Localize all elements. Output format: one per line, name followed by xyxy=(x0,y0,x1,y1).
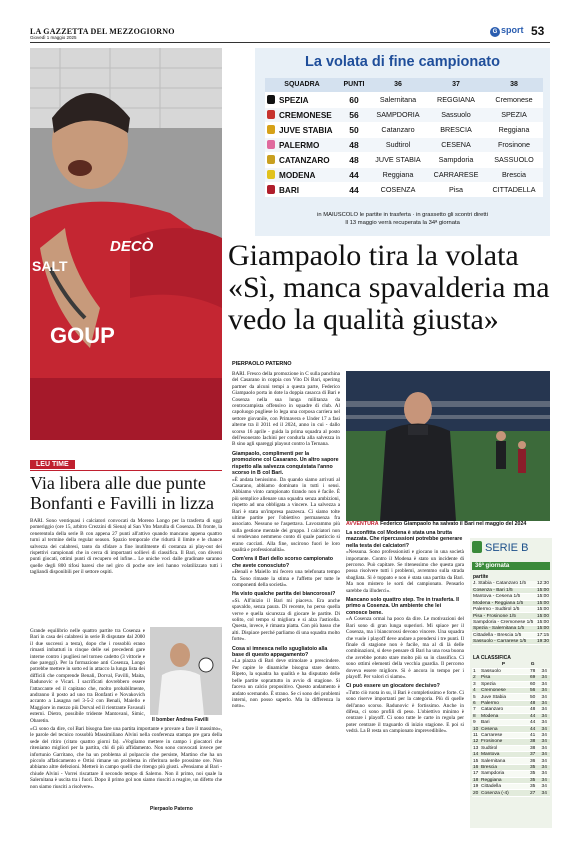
match-time: 15:00 xyxy=(536,607,549,613)
classifica-pos: 8 xyxy=(472,713,480,719)
newspaper-brand: LA GAZZETTA DEL MEZZOGIORNO xyxy=(30,27,175,36)
team-name: CATANZARO xyxy=(279,155,330,165)
team-crest-icon xyxy=(267,170,275,179)
classifica-points: 37 xyxy=(527,751,539,757)
classifica-played: 34 xyxy=(538,675,550,681)
match-teams: J. Stabia - Catanzaro 1/5 xyxy=(472,581,536,587)
classifica-label: LA CLASSIFICA xyxy=(473,655,511,661)
side-news-body-mid xyxy=(30,628,145,724)
answer-5: «Nessuna. Sono professionisti e giocano in una società importante. Contro il Modena è stato un incidente di percorso. Può capitare. Se ritenessimo che questa gara possa risolvere tutti i problemi, avremmo sulla strada sbagliata. Si è toppato e non è stata una partita da Bari. Ma non mistero le sorti del campionato. Pensarlo sarebbe da illuderci». xyxy=(346,549,464,594)
standings-match-37: CARRARESE xyxy=(427,167,485,182)
classifica-pos: 10 xyxy=(473,726,479,732)
classifica-team: Cremonese xyxy=(480,688,527,694)
coach-caption-text: Federico Giampaolo ha salvato il Bari nel maggio del 2024 xyxy=(380,521,527,527)
match-time: 19:30 xyxy=(536,639,549,645)
team-crest-icon xyxy=(267,110,275,119)
classifica-table xyxy=(472,662,550,797)
page-number: 53 xyxy=(531,24,545,38)
classifica-pos: 14 xyxy=(473,752,479,758)
col-37: 37 xyxy=(427,78,485,92)
answer-6: «A Cosenza ormai ha poco da dire. Le motivazioni del Bari sono di gran lunga superiori. Mi spiace per il Cosenza, ma i biancorossi devono vincere. Una squadra che vuole i playoff deve andare a prendersi i tre punti. Il finale di stagione non è facile, ma al di là delle combinazioni, si deve pensare di Bari ha una rosa buona che avrebbe potuto stare molto più su in classifica. Ci sono ottimi elementi della vecchia guardia. Il percorso doveva essere migliore. Si è ancora in tempo per i playoff. Per valori ci siamo». xyxy=(346,616,464,680)
classifica-team: Frosinone xyxy=(480,739,527,745)
jersey-sponsor-goup: GOUP xyxy=(50,323,115,348)
article-author: PIERPAOLO PATERNO xyxy=(232,361,292,367)
match-row xyxy=(472,613,550,619)
standings-team xyxy=(265,167,339,182)
classifica-team: Cesena xyxy=(480,726,527,732)
standings-match-38: SASSUOLO xyxy=(485,152,543,167)
match-teams: Pisa - Frosinone 1/5 xyxy=(472,613,536,619)
classifica-points: 44 xyxy=(527,713,539,719)
standings-row xyxy=(265,152,543,167)
classifica-team: Carrarese xyxy=(480,732,527,738)
classifica-pos: 16 xyxy=(473,764,479,770)
team-name: BARI xyxy=(279,185,300,195)
classifica-points: 41 xyxy=(527,732,539,738)
match-row xyxy=(472,581,550,587)
match-row xyxy=(472,600,550,606)
classifica-points: 38 xyxy=(527,739,539,745)
standings-match-38: SPEZIA xyxy=(485,107,543,122)
classifica-points: 44 xyxy=(527,726,539,732)
serie-b-matchday: 36ª giornata xyxy=(472,562,550,570)
answer-2: «Benali e Maiello mi fecero una telefonata tempo fa. Sono rimaste la stima e l'affetto per tutte le componenti della società». xyxy=(232,569,340,588)
side-news-tag: LEU TIME xyxy=(30,460,75,469)
match-row xyxy=(472,632,550,638)
classifica-pos: 4 xyxy=(472,688,480,694)
standings-team xyxy=(265,182,339,197)
classifica-team: Palermo xyxy=(480,700,527,706)
standings-table xyxy=(265,78,543,197)
standings-row xyxy=(265,182,543,197)
classifica-team: Mantova xyxy=(480,751,527,757)
standings-match-36: Sudtirol xyxy=(369,137,427,152)
classifica-pos: 7 xyxy=(472,707,480,713)
classifica-points: 44 xyxy=(527,720,539,726)
coach-caption-tag: AVVENTURA xyxy=(346,521,379,527)
jersey-sponsor-text: DECÒ xyxy=(110,238,154,255)
standings-points: 48 xyxy=(339,137,369,152)
team-crest-icon xyxy=(267,95,275,104)
section-ball-icon: G xyxy=(490,27,500,37)
standings-header-row xyxy=(265,78,543,92)
match-row xyxy=(472,619,550,625)
issue-date: Giovedì 1 maggio 2025 xyxy=(30,35,77,40)
match-time: 12:30 xyxy=(536,581,549,587)
standings-match-36: SAMPDORIA xyxy=(369,107,427,122)
article-column-1 xyxy=(232,371,340,831)
classifica-played: 34 xyxy=(538,771,550,777)
classifica-points: 35 xyxy=(527,771,539,777)
standings-points: 60 xyxy=(339,92,369,107)
classifica-pos: 2 xyxy=(472,675,480,681)
coach-photo-illustration xyxy=(346,371,550,521)
classifica-pos: 5 xyxy=(472,694,480,700)
classifica-played: 34 xyxy=(538,720,550,726)
player-photo xyxy=(30,48,222,440)
classifica-played: 34 xyxy=(538,751,550,757)
jersey-sponsor-salt: SALT xyxy=(32,258,68,274)
team-crest-icon xyxy=(267,125,275,134)
match-time: 15:00 xyxy=(536,620,549,626)
classifica-points: 35 xyxy=(527,783,539,789)
question-6: Mancano solo quattro step. Tre in trasferta. Il primo a Cosenza. Un ambiente che lei conosce bene. xyxy=(346,597,460,616)
side-news-body-bottom xyxy=(30,726,222,806)
classifica-pos: 13 xyxy=(473,745,479,751)
standings-row xyxy=(265,137,543,152)
standings-points: 48 xyxy=(339,152,369,167)
standings-match-36: COSENZA xyxy=(369,182,427,197)
standings-note: Il 13 maggio verrà recuperata la 34ª giornata xyxy=(345,220,460,226)
match-teams: Sassuolo - Carrarese 1/5 xyxy=(472,639,536,645)
classifica-points: 50 xyxy=(527,694,539,700)
classifica-points: 60 xyxy=(527,681,539,687)
classifica-played: 34 xyxy=(538,694,550,700)
col-punti: PUNTI xyxy=(339,78,369,92)
article-headline: Giampaolo tira la volata «Sì, manca spavalderia ma vedo la qualità giusta» xyxy=(228,239,550,336)
team-name: MODENA xyxy=(279,170,316,180)
match-row xyxy=(472,626,550,632)
standings-match-36: Reggiana xyxy=(369,167,427,182)
classifica-team: Juve Stabia xyxy=(480,694,527,700)
section-label xyxy=(490,25,524,37)
standings-match-37: REGGIANA xyxy=(427,92,485,107)
standings-match-37: BRESCIA xyxy=(427,122,485,137)
standings-match-36: Catanzaro xyxy=(369,122,427,137)
article-column-2 xyxy=(346,530,464,830)
standings-match-36: Salernitana xyxy=(369,92,427,107)
question-7: Ci può essere un giocatore decisivo? xyxy=(346,683,440,690)
classifica-team: Brescia xyxy=(480,764,527,770)
standings-match-37: Pisa xyxy=(427,182,485,197)
team-crest-icon xyxy=(267,185,275,194)
classifica-team: Sampdoria xyxy=(480,771,527,777)
team-name: JUVE STABIA xyxy=(279,125,333,135)
col-36: 36 xyxy=(369,78,427,92)
classifica-team: Sassuolo xyxy=(480,668,527,674)
standings-legend: in MAIUSCOLO le partite in trasferta · in grassetto gli scontri diretti xyxy=(317,212,488,218)
standings-match-38: Cremonese xyxy=(485,92,543,107)
match-time: 15:00 xyxy=(536,626,549,632)
standings-team xyxy=(265,92,339,107)
standings-row xyxy=(265,122,543,137)
question-4: Cosa si imnesca nello sgugliatoio alla base di questo appagamento? xyxy=(232,645,328,659)
standings-points: 50 xyxy=(339,122,369,137)
standings-team xyxy=(265,122,339,137)
serie-b-logo xyxy=(472,541,528,554)
classifica-played: 34 xyxy=(538,764,550,770)
coach-photo xyxy=(346,371,550,521)
classifica-played: 34 xyxy=(538,668,550,674)
match-teams: Palermo - Sudtirol 1/5 xyxy=(472,607,536,613)
match-teams: Cittadella - Brescia 1/5 xyxy=(472,632,536,638)
standings-team xyxy=(265,137,339,152)
question-1: Giampaolo, complimenti per la promozione col Casarano. Un altro sapore rispetto alla salvezza conquistata l'anno scorso in B col Bari. xyxy=(232,450,339,477)
classifica-played: 34 xyxy=(538,681,550,687)
classifica-played: 34 xyxy=(538,783,550,789)
serie-b-box xyxy=(470,538,552,828)
classifica-played: 34 xyxy=(538,700,550,706)
team-name: PALERMO xyxy=(279,140,320,150)
team-name: SPEZIA xyxy=(279,95,309,105)
standings-title: La volata di fine campionato xyxy=(305,54,500,70)
side-news-headline: Via libera alle due punte Bonfanti e Favilli in lizza xyxy=(30,473,214,513)
classifica-pos: 3 xyxy=(472,681,480,687)
classifica-team: Bari xyxy=(480,720,527,726)
classifica-played: 34 xyxy=(538,745,550,751)
question-5: La sconfitta col Modena è stata una brutta mazzata. Che ripercussioni potrebbe generare nella testa dei calciatori? xyxy=(346,530,463,549)
classifica-pos: 15 xyxy=(473,758,479,764)
classifica-played: 34 xyxy=(538,777,550,783)
side-news-rule xyxy=(30,470,222,471)
side-news-signature: Pierpaolo Paterno xyxy=(150,806,193,812)
answer-1: «È andata benissimo. Da quando siamo arrivati al Casarano, abbiamo dominato in tutti i sensi. Abbiamo vinto campionato tirando non è facile. È più semplice allenare una squadra senza ambizioni, rispetto ad una obbligata a vincere. La salvezza a Bari è stata un'impresa pazzesca. Ci siamo tolte ultime partite per l'obiettivo permanenza fra associato. Nessuno se l'aspettava. Lavorammo più sulla gestione mentale dei gruppo. I calciatori non si rendevano nemmeno conto di quale pasticcio si erano cacciati. Alla fine, uscirono fuori le loro qualità e professionalità». xyxy=(232,476,340,553)
classifica-team: Modena xyxy=(480,713,527,719)
classifica-team: Salernitana xyxy=(480,758,527,764)
header-divider xyxy=(30,42,550,43)
standings-team xyxy=(265,107,339,122)
classifica-team: Cittadella xyxy=(480,783,527,789)
classifica-played: 34 xyxy=(538,739,550,745)
match-teams: Mantova - Cesena 1/5 xyxy=(472,594,536,600)
favilli-photo-illustration xyxy=(150,627,222,715)
matches-table xyxy=(472,581,550,645)
classifica-played: 34 xyxy=(538,790,550,796)
classifica-played: 34 xyxy=(538,707,550,713)
classifica-points: 78 xyxy=(527,668,539,674)
classifica-pos: 18 xyxy=(473,777,479,783)
section-name: sport xyxy=(501,25,524,35)
question-2: Com'era il Bari dello scorso campionato che avete conosciuto? xyxy=(232,556,334,569)
classifica-pos: 1 xyxy=(472,668,480,674)
match-time: 17:15 xyxy=(536,632,549,638)
standings-match-37: Sassuolo xyxy=(427,107,485,122)
match-teams: Modena - Reggiana 1/5 xyxy=(472,600,536,606)
answer-7: «Tutto ciò ruota in su, il Bari è completissimo e forte. Ci sono riserve importanti per la categoria. Più di quelle dell'anno scorso. Radunovic è fortissimo. Anche in difesa, ci sono profili di peso. L'obiettivo minimo è centrare i playoff. Ci sono tutte le carte in regola per poter centrare il traguardo di inizio stagione. E poi si vedrà. La B resta un campionato imprevedibile». xyxy=(346,689,464,735)
classifica-team: Pisa xyxy=(480,675,527,681)
standings-match-37: CESENA xyxy=(427,137,485,152)
classifica-pos: 11 xyxy=(472,732,480,738)
match-row xyxy=(472,594,550,600)
side-news-paragraph-2: Grande equilibrio nelle quattro partite tra Cosenza e Bari in casa dei calabresi in serie B disputate dal 2000 il due successi a testa), dopo che i rossoblù erano rimasti imbattuti in cinque delle sei precedenti gare interne contro i pugliesi nel torneo cadetto (3 vittorie e due pareggi). Per la formazione anti Cosenza, Longo potrebbe mettere in sotto ed in attacco la lunga lista dei difficili che comprende Benali, Dorval, Favilli, Maita, Radunovic e Vicari. I sacrificati dovrebbero essere l'attaccante ed il capitano che, molto probabilmente, andranno il posto ad uno tra Bonfanti e Novakovich accanto a Lasagna nel 3-5-2 con Benali, Maiello e Maggiore in mezzo più Dorval ed il rientrante Favasuli esterni. Dietro, possibile tridente Mantovani, Simic, Obaretin. xyxy=(30,628,145,724)
standings-row xyxy=(265,107,543,122)
match-time: 15:00 xyxy=(536,600,549,606)
match-row xyxy=(472,607,550,613)
classifica-pos: 19 xyxy=(473,784,479,790)
match-teams: Spezia - Salernitana 1/5 xyxy=(472,626,536,632)
standings-match-38: Frosinone xyxy=(485,137,543,152)
classifica-team: Spezia xyxy=(480,681,527,687)
standings-box xyxy=(255,48,550,236)
classifica-points: 38 xyxy=(527,745,539,751)
matches-label: partite xyxy=(473,574,489,580)
classifica-team: Sudtirol xyxy=(480,745,527,751)
team-crest-icon xyxy=(267,140,275,149)
col-squadra: SQUADRA xyxy=(265,78,339,92)
classifica-points: 56 xyxy=(527,688,539,694)
question-3: Ha visto qualche partita dei biancorossi? xyxy=(232,591,336,598)
standings-match-38: Reggiana xyxy=(485,122,543,137)
classifica-played: 34 xyxy=(538,713,550,719)
match-row xyxy=(472,639,550,645)
side-news-paragraph-1: BARI. Sono ventiquasi i calciatori convocati da Moreno Longo per la trasferta di oggi pomeriggio (ore 15, arbitro Crezzini di Siena) al San Vito Marulla di Cosenza. Di fronte, la cenerentola della serie B con appena 27 punti all'attivo quando mancano appena quattro turni al termine della regular season. Spazio temporale che ridurrà il limite e le chance salvezza dei calabresi, tanto da sfidare a fine inutilmente di costanza ai play-out dei rispettivi campionati che in cerca di importanti sollievi di classifica. Il Bari, con diversi punti giocati, ottimi punti di recupero ed infine... Le uniche voci dalle gradinate saranno quelle degli 800 tifosi baresi che nel giro di poche ore ieri hanno volatilizzato tutti i tagliandi disponibili per il settore ospiti. xyxy=(30,518,222,576)
classifica-team: Catanzaro xyxy=(480,707,527,713)
classifica-played: 34 xyxy=(538,758,550,764)
favilli-caption: Il bomber Andrea Favilli xyxy=(152,717,209,723)
classifica-points: 69 xyxy=(527,675,539,681)
classifica-row xyxy=(472,790,550,796)
classifica-points: 35 xyxy=(527,764,539,770)
match-time: 15:00 xyxy=(536,594,549,600)
classifica-played: 34 xyxy=(538,726,550,732)
standings-row xyxy=(265,167,543,182)
classifica-points: 36 xyxy=(527,758,539,764)
match-row xyxy=(472,587,550,593)
classifica-pos: 6 xyxy=(472,700,480,706)
col-38: 38 xyxy=(485,78,543,92)
classifica-points: 48 xyxy=(527,707,539,713)
classifica-pos: 20 xyxy=(473,790,479,796)
standings-points: 44 xyxy=(339,182,369,197)
standings-match-38: Brescia xyxy=(485,167,543,182)
standings-match-36: JUVE STABIA xyxy=(369,152,427,167)
classifica-points: 48 xyxy=(527,700,539,706)
match-teams: Cosenza - Bari 1/5 xyxy=(472,587,536,593)
match-teams: Sampdoria - Cremonese 1/5 xyxy=(472,619,536,625)
standings-match-37: Sampdoria xyxy=(427,152,485,167)
standings-row xyxy=(265,92,543,107)
serie-b-title: SERIE B xyxy=(485,542,529,554)
article-lead: BARI. Fresco della promozione in C sulla panchina del Casarano in coppia con Vito Di Bari, sperimg partner da alcuni tempi a questa parte, Federico Giampaolo porta in dote la doppia casacca di Bari e Cosenza nella sua lunga militanza da centrocampista offensivo in squadre di club. Al capoluogo pugliese lo lega una corposa carriera nel settore giovanile, con Primavera e Under 17 a fasi alterne tra il 2011 ed il 2024, anno in cui - dallo scorso 16 aprile - guida la prima squadra al posto dell'esonerato Iachini per condurla alla salvezza in B sino agli spareggi playout contro la Ternana. xyxy=(232,371,340,448)
match-time: 15:00 xyxy=(536,613,549,619)
classifica-team: Reggiana xyxy=(480,777,527,783)
classifica-played: 34 xyxy=(538,688,550,694)
classifica-pos: 9 xyxy=(472,720,480,726)
side-news-body-top xyxy=(30,518,222,626)
answer-3: «Sì. All'inizio il Bari mi piaceva. Era anche spavaldo, senza paura. Di recente, ho perso quella verve e quella sicurezza di giocare le partite. Di solito, col tempo si migliora e si alza l'asticella. Questa, invece, è rimasta piatta. Con più basso che alti. Dispiace perché parliamo di una squadra molto forte». xyxy=(232,597,340,643)
classifica-col: P xyxy=(480,662,527,668)
answer-4: «La piazza di Bari deve stimolare a prescindere. Per capire le dinamiche bisogna stare dentro. Ripeto, la squadra ha qualità e ha disputato delle belle partite soprattutto in avvio di stagione. Si faceva un calcio propositivo. Questo andamento è andato scemando. È strano. Se ci sono dei problemi interni, non posso saperlo. Ma la differenza la noto». xyxy=(232,658,340,710)
team-name: CREMONESE xyxy=(279,110,332,120)
standings-team xyxy=(265,152,339,167)
classifica-points: 27 xyxy=(527,790,539,796)
standings-match-38: CITTADELLA xyxy=(485,182,543,197)
team-crest-icon xyxy=(267,155,275,164)
standings-points: 56 xyxy=(339,107,369,122)
serie-b-logo-icon xyxy=(472,541,482,553)
standings-points: 44 xyxy=(339,167,369,182)
classifica-played: 34 xyxy=(538,732,550,738)
match-time: 15:00 xyxy=(536,588,549,594)
classifica-col: G xyxy=(527,662,539,668)
classifica-team: Cosenza (-4) xyxy=(480,790,527,796)
favilli-photo xyxy=(150,627,222,715)
classifica-pos: 17 xyxy=(473,771,479,777)
coach-photo-caption xyxy=(346,521,550,527)
classifica-pos: 12 xyxy=(473,739,479,745)
side-news-paragraph-3: «Ci sono da dire, col Bari bisogna fare una partita importante e provare a fare il massimo», le parole del tecnico rossoblù Massimiliano Alvini nella conferenza stampa pre gara della sede del ritiro (citato quattro giorni fa). «Vogliamo mettere in campo i giocatori che riteniamo migliori per la partita, chi di più affidamento. Non sono convocati invece per infortunio Garritano, che ha un problema al polpaccio che persiste, Martino che ha un piccolo affaticamento e Ortisi rimane un problema in riferitura nelle prossime ore. Non abbiamo altre defezioni. Metterò in campo quelli che ritengo più giusti. «Pensiamo al Bari - chiude Alvini - Vorrei riscattare il secondo tempo di Salerno. Non il primo, noi quale la Salernitana è uscita tra i fuori. Dopo il primo gol non siamo riusciti a reagire, un difetto che non siamo riusciti a risolvere». xyxy=(30,726,222,790)
classifica-points: 35 xyxy=(527,777,539,783)
